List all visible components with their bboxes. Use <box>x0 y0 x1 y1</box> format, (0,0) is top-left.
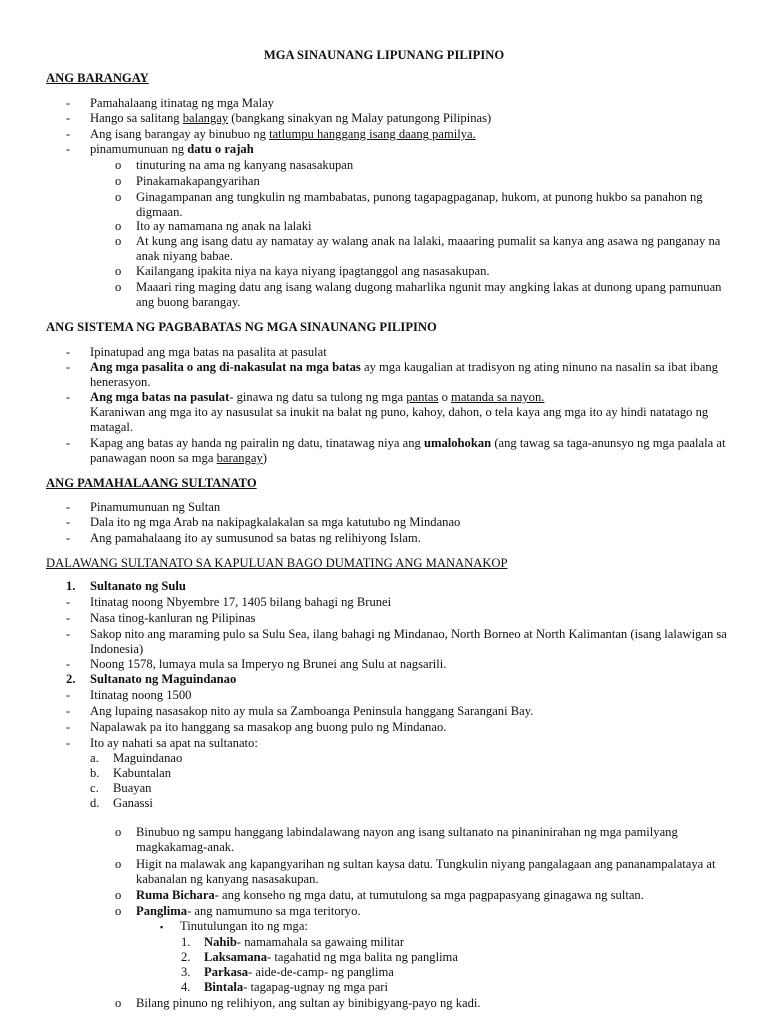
dash: - <box>66 515 71 529</box>
bullet-text: Ang lupaing nasasakop nito ay mula sa Zamboanga Peninsula hanggang Sarangani Bay. <box>90 704 534 718</box>
dash: - <box>66 360 71 374</box>
square-bullet-text: Tinutulungan ito ng mga: <box>180 919 308 933</box>
heading-pagbabatas: ANG SISTEMA NG PAGBABATAS NG MGA SINAUNANG PILIPINO <box>46 320 437 334</box>
dash: - <box>66 688 71 702</box>
dash: - <box>66 611 71 625</box>
circle-bullet: o <box>115 280 122 294</box>
sub-bullet-text: Ginagampanan ang tungkulin ng mambabatas, punong tagapagpaganap, hukom, at punong hukbo sa panahon ng digmaan. <box>136 190 703 219</box>
bullet-text: Ito ay nahati sa apat na sultanato: <box>90 736 258 750</box>
dash: - <box>66 390 71 404</box>
bullet-text: Noong 1578, lumaya mula sa Imperyo ng Brunei ang Sulu at nagsarili. <box>90 657 447 671</box>
circle-bullet: o <box>115 888 122 902</box>
heading-dalawang-sultanato: DALAWANG SULTANATO SA KAPULUAN BAGO DUMATING ANG MANANAKOP <box>46 556 508 570</box>
dash: - <box>66 531 71 545</box>
dash: - <box>66 142 71 156</box>
heading-barangay: ANG BARANGAY <box>46 71 149 85</box>
list-letter: b. <box>90 766 100 780</box>
officer-item: Laksamana- tagahatid ng mga balita ng panglima <box>204 950 458 964</box>
sub-bullet-text: Ruma Bichara- ang konseho ng mga datu, at tumutulong sa mga pagpapasyang ginagawa ng sultan. <box>136 888 644 902</box>
sub-bullet-text: Higit na malawak ang kapangyarihan ng sultan kaysa datu. Tungkulin niyang pangalagaan ang pananampalataya at kabanalan ng kanyang nasasakupan. <box>136 857 716 886</box>
bullet-text: Ang mga batas na pasulat- ginawa ng datu sa tulong ng mga pantas o matanda sa nayon. Karaniwan ang mga ito ay nasusulat sa inukit na balat ng puno, kahoy, dahon, o tela kaya ang mga ito ay hindi natatago ng matagal. <box>90 390 709 434</box>
subheading-maguindanao: Sultanato ng Maguindanao <box>90 672 237 686</box>
circle-bullet: o <box>115 174 122 188</box>
dash: - <box>66 96 71 110</box>
sub-bullet-text: Pinakamakapangyarihan <box>136 174 260 188</box>
square-bullet: ▪ <box>160 922 164 932</box>
sub-bullet-text: Ito ay namamana ng anak na lalaki <box>136 219 312 233</box>
bullet-text: Nasa tinog-kanluran ng Pilipinas <box>90 611 256 625</box>
sub-bullet-text: Binubuo ng sampu hanggang labindalawang nayon ang isang sultanato na pinaninirahan ng mga pamilyang magkakamag-anak. <box>136 825 678 854</box>
bullet-text: Ang isang barangay ay binubuo ng tatlumpu hanggang isang daang pamilya. <box>90 127 476 141</box>
list-number: 2. <box>66 672 76 686</box>
dash: - <box>66 111 71 125</box>
sultanate-name: Ganassi <box>113 796 153 810</box>
officer-number: 2. <box>181 950 191 964</box>
circle-bullet: o <box>115 904 122 918</box>
circle-bullet: o <box>115 158 122 172</box>
bullet-text: Itinatag noong 1500 <box>90 688 192 702</box>
bullet-text: Ipinatupad ang mga batas na pasalita at pasulat <box>90 345 327 359</box>
bullet-text: Napalawak pa ito hanggang sa masakop ang buong pulo ng Mindanao. <box>90 720 447 734</box>
dash: - <box>66 720 71 734</box>
bullet-text: Dala ito ng mga Arab na nakipagkalakalan sa mga katutubo ng Mindanao <box>90 515 461 529</box>
circle-bullet: o <box>115 234 122 248</box>
dash: - <box>66 736 71 750</box>
bullet-text: pinamumunuan ng datu o rajah <box>90 142 254 156</box>
sub-bullet-text: Bilang pinuno ng relihiyon, ang sultan ay binibigyang-payo ng kadi. <box>136 996 481 1010</box>
dash: - <box>66 345 71 359</box>
sub-bullet-text: Panglima- ang namumuno sa mga teritoryo. <box>136 904 361 918</box>
page-title: MGA SINAUNANG LIPUNANG PILIPINO <box>263 48 505 62</box>
subheading-sulu: Sultanato ng Sulu <box>90 579 186 593</box>
dash: - <box>66 436 71 450</box>
bullet-text: Sakop nito ang maraming pulo sa Sulu Sea, ilang bahagi ng Mindanao, North Borneo at North Kalimantan (isang lalawigan sa Indonesia) <box>90 627 727 656</box>
circle-bullet: o <box>115 219 122 233</box>
officer-number: 1. <box>181 935 191 949</box>
circle-bullet: o <box>115 996 122 1010</box>
bullet-text: Pamahalaang itinatag ng mga Malay <box>90 96 274 110</box>
bullet-text: Ang pamahalaang ito ay sumusunod sa batas ng relihiyong Islam. <box>90 531 421 545</box>
officer-number: 4. <box>181 980 191 994</box>
dash: - <box>66 704 71 718</box>
dash: - <box>66 127 71 141</box>
heading-sultanato: ANG PAMAHALAANG SULTANATO <box>46 476 257 490</box>
dash: - <box>66 500 71 514</box>
dash: - <box>66 627 71 641</box>
list-letter: a. <box>90 751 99 765</box>
circle-bullet: o <box>115 825 122 839</box>
circle-bullet: o <box>115 264 122 278</box>
sultanate-name: Kabuntalan <box>113 766 172 780</box>
sub-bullet-text: Kailangang ipakita niya na kaya niyang ipagtanggol ang nasasakupan. <box>136 264 490 278</box>
sub-bullet-text: At kung ang isang datu ay namatay ay walang anak na lalaki, maaaring pumalit sa kanya ang asawa ng panganay na anak niyang babae. <box>136 234 721 263</box>
sultanate-name: Maguindanao <box>113 751 183 765</box>
officer-item: Nahib- namamahala sa gawaing militar <box>204 935 405 949</box>
bullet-text: Ang mga pasalita o ang di-nakasulat na mga batas ay mga kaugalian at tradisyon ng ating ninuno na nasalin sa ibat ibang henerasyon. <box>90 360 718 389</box>
bullet-text: Pinamumunuan ng Sultan <box>90 500 221 514</box>
list-number: 1. <box>66 579 76 593</box>
sultanate-name: Buayan <box>113 781 152 795</box>
officer-number: 3. <box>181 965 191 979</box>
bullet-text: Kapag ang batas ay handa ng pairalin ng datu, tinatawag niya ang umalohokan (ang tawag sa taga-anunsyo ng mga paalala at panawagan noon sa mga barangay) <box>90 436 726 465</box>
officer-item: Parkasa- aide-de-camp- ng panglima <box>204 965 394 979</box>
officer-item: Bintala- tagapag-ugnay ng mga pari <box>204 980 388 994</box>
sub-bullet-text: tinuturing na ama ng kanyang nasasakupan <box>136 158 354 172</box>
circle-bullet: o <box>115 190 122 204</box>
dash: - <box>66 595 71 609</box>
list-letter: c. <box>90 781 99 795</box>
bullet-text: Hango sa salitang balangay (bangkang sinakyan ng Malay patungong Pilipinas) <box>90 111 492 125</box>
bullet-text: Itinatag noong Nbyembre 17, 1405 bilang bahagi ng Brunei <box>90 595 392 609</box>
sub-bullet-text: Maaari ring maging datu ang isang walang dugong maharlika ngunit may angking lakas at dunong upang pamunuan ang buong barangay. <box>136 280 722 309</box>
circle-bullet: o <box>115 857 122 871</box>
dash: - <box>66 657 71 671</box>
list-letter: d. <box>90 796 100 810</box>
